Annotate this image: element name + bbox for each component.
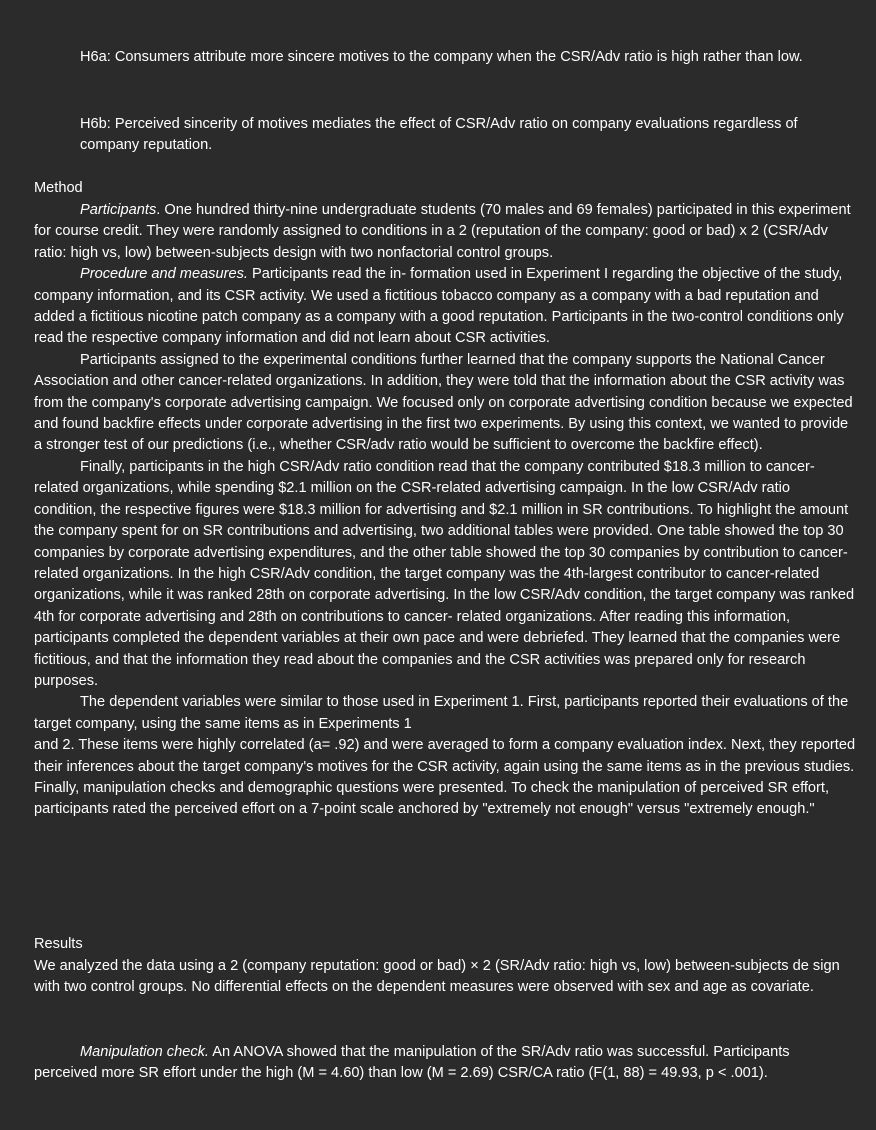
participants-text: . One hundred thirty-nine undergraduate students (70 males and 69 females) participated in this experiment for course credit. They were randomly assigned to conditions in a 2 (reputation of the company: good or bad) x 2 (CSR/Adv ratio: high vs, low) between-subjects design with two nonfactorial control groups. (34, 202, 851, 261)
method-heading: Method (34, 180, 83, 196)
manipulation-text: An ANOVA showed that the manipulation of the SR/Adv ratio was successful. Participants perceived more SR effort under the high (M = 4.60) than low (M = 2.69) CSR/CA ratio (F(1, 88) = 49.93, p < .001). (34, 1044, 790, 1082)
procedure-text: Participants read the in- formation used in Experiment I regarding the objective of the study, company information, and its CSR activity. We used a fictitious tobacco company as a company with a bad reputation and added a fictitious nicotine patch company as a company with a good reputation. Participants in the two-control conditions only read the respective company information and did not learn about CSR activities. (34, 266, 844, 347)
procedure-paragraph (34, 264, 856, 350)
results-heading: Results (34, 936, 83, 952)
participants-label: Participants (80, 202, 157, 218)
finally-paragraph: Finally, participants in the high CSR/Adv ratio condition read that the company contributed $18.3 million to cancer-related organizations, while spending $2.1 million on the CSR-related advertising campaign. In the low CSR/Adv ratio condition, the respective figures were $18.3 million for advertising and $2.1 million in SR contributions. To highlight the amount the company spent for on SR contributions and advertising, two additional tables were provided. One table showed the top 30 companies by corporate advertising expenditures, and the other table showed the top 30 companies by contribution to cancer-related organizations. In the high CSR/Adv condition, the target company was the 4th-largest contributor to cancer-related organizations, while it was ranked 28th on corporate advertising. In the low CSR/Adv condition, the target company was ranked 4th for corporate advertising and 28th on contributions to cancer- related organizations. After reading this information, participants completed the dependent variables at their own pace and were debriefed. They learned that the companies were fictitious, and that the information they read about the companies and the CSR activities was prepared only for research purposes. (34, 458, 855, 689)
participants-paragraph (34, 200, 856, 264)
manipulation-check-paragraph (34, 1042, 856, 1085)
hypothesis-h6b: H6b: Perceived sincerity of motives mediates the effect of CSR/Adv ratio on company evaluations regardless of company reputation. (80, 116, 798, 154)
experimental-conditions-paragraph: Participants assigned to the experimental conditions further learned that the company supports the National Cancer Association and other cancer-related organizations. In addition, they were told that the information about the CSR activity was from the company's corporate advertising campaign. We focused only on corporate advertising condition because we expected and found backfire effects under corporate advertising in the first two experiments. By using this context, we wanted to provide a stronger test of our predictions (i.e., whether CSR/adv ratio would be sufficient to overcome the backfire effect). (34, 351, 853, 454)
hypothesis-h6a: H6a: Consumers attribute more sincere motives to the company when the CSR/Adv ratio is high rather than low. (80, 49, 803, 65)
manipulation-label: Manipulation check. (80, 1044, 209, 1060)
method-body (34, 200, 856, 821)
procedure-label: Procedure and measures. (80, 266, 248, 283)
dependent-variables-paragraph: The dependent variables were similar to those used in Experiment 1. First, participants reported their evaluations of the target company, using the same items as in Experiments 1 (34, 694, 849, 732)
dependent-variables-continued: and 2. These items were highly correlated (a= .92) and were averaged to form a company evaluation index. Next, they reported their inferences about the target company's motives for the CSR activity, again using the same items as in the previous studies. Finally, manipulation checks and demographic questions were presented. To check the manipulation of perceived SR effort, participants rated the perceived effort on a 7-point scale anchored by "extremely not enough" versus "extremely enough." (34, 737, 856, 818)
analysis-paragraph: We analyzed the data using a 2 (company reputation: good or bad) × 2 (SR/Adv ratio: high vs, low) between-subjects de sign with two control groups. No differential effects on the dependent measures were observed with sex and age as covariate. (34, 958, 840, 996)
